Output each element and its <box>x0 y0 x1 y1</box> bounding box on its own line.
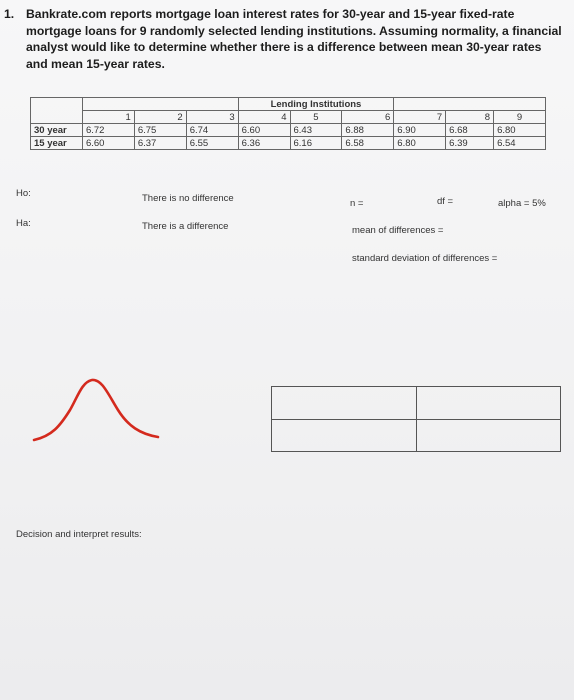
institution-number: 6 <box>342 111 394 124</box>
problem-statement <box>4 6 564 72</box>
row-label: 30 year <box>31 124 83 137</box>
normal-curve-sketch <box>30 370 170 450</box>
ha-label: Ha: <box>16 218 31 229</box>
rate-cell: 6.80 <box>394 137 446 150</box>
answer-cell[interactable] <box>416 419 561 452</box>
mean-of-differences-label: mean of differences = <box>352 225 444 236</box>
answer-cell[interactable] <box>272 387 417 420</box>
alpha-label: alpha = 5% <box>498 198 546 209</box>
n-label: n = <box>350 198 364 209</box>
rate-cell: 6.43 <box>290 124 342 137</box>
table-group-header-row <box>31 98 546 111</box>
rate-cell: 6.36 <box>238 137 290 150</box>
rate-cell: 6.54 <box>494 137 546 150</box>
institution-number: 7 <box>394 111 446 124</box>
rates-table <box>30 97 546 150</box>
problem-number: 1. <box>4 7 15 21</box>
h0-label: Ho: <box>16 188 31 199</box>
institution-number: 5 <box>290 111 342 124</box>
rate-cell: 6.60 <box>238 124 290 137</box>
df-label: df = <box>437 196 454 207</box>
rate-cell: 6.16 <box>290 137 342 150</box>
institution-number: 8 <box>446 111 494 124</box>
bell-curve-stroke <box>34 380 158 440</box>
rate-cell: 6.88 <box>342 124 394 137</box>
sd-of-differences-label: standard deviation of differences = <box>352 253 498 264</box>
institution-index-row <box>31 111 546 124</box>
institution-number: 1 <box>82 111 134 124</box>
institution-number: 3 <box>186 111 238 124</box>
rate-cell: 6.68 <box>446 124 494 137</box>
institution-number: 2 <box>134 111 186 124</box>
rate-cell: 6.58 <box>342 137 394 150</box>
rate-cell: 6.39 <box>446 137 494 150</box>
answer-grid-row <box>272 419 561 452</box>
institution-number: 4 <box>238 111 290 124</box>
rate-cell: 6.90 <box>394 124 446 137</box>
rate-cell: 6.80 <box>494 124 546 137</box>
table-corner-cell <box>31 98 83 124</box>
h0-text: There is no difference <box>142 193 234 204</box>
rate-cell: 6.72 <box>82 124 134 137</box>
table-row <box>31 124 546 137</box>
ha-text: There is a difference <box>142 221 229 232</box>
answer-grid <box>271 386 561 452</box>
lending-institutions-header: Lending Institutions <box>238 98 394 111</box>
row-label: 15 year <box>31 137 83 150</box>
rate-cell: 6.75 <box>134 124 186 137</box>
answer-grid-row <box>272 387 561 420</box>
institution-number: 9 <box>494 111 546 124</box>
answer-cell[interactable] <box>272 419 417 452</box>
rate-cell: 6.60 <box>82 137 134 150</box>
answer-cell[interactable] <box>416 387 561 420</box>
rate-cell: 6.37 <box>134 137 186 150</box>
rate-cell: 6.74 <box>186 124 238 137</box>
table-row <box>31 137 546 150</box>
problem-text: Bankrate.com reports mortgage loan interest rates for 30-year and 15-year fixed-rate mortgage loans for 9 randomly selected lending institutions. Assuming normality, a financial analyst would like to determine whether there is a difference between mean 30-year rates and mean 15-year rates. <box>26 7 562 71</box>
decision-label: Decision and interpret results: <box>16 529 142 540</box>
rate-cell: 6.55 <box>186 137 238 150</box>
